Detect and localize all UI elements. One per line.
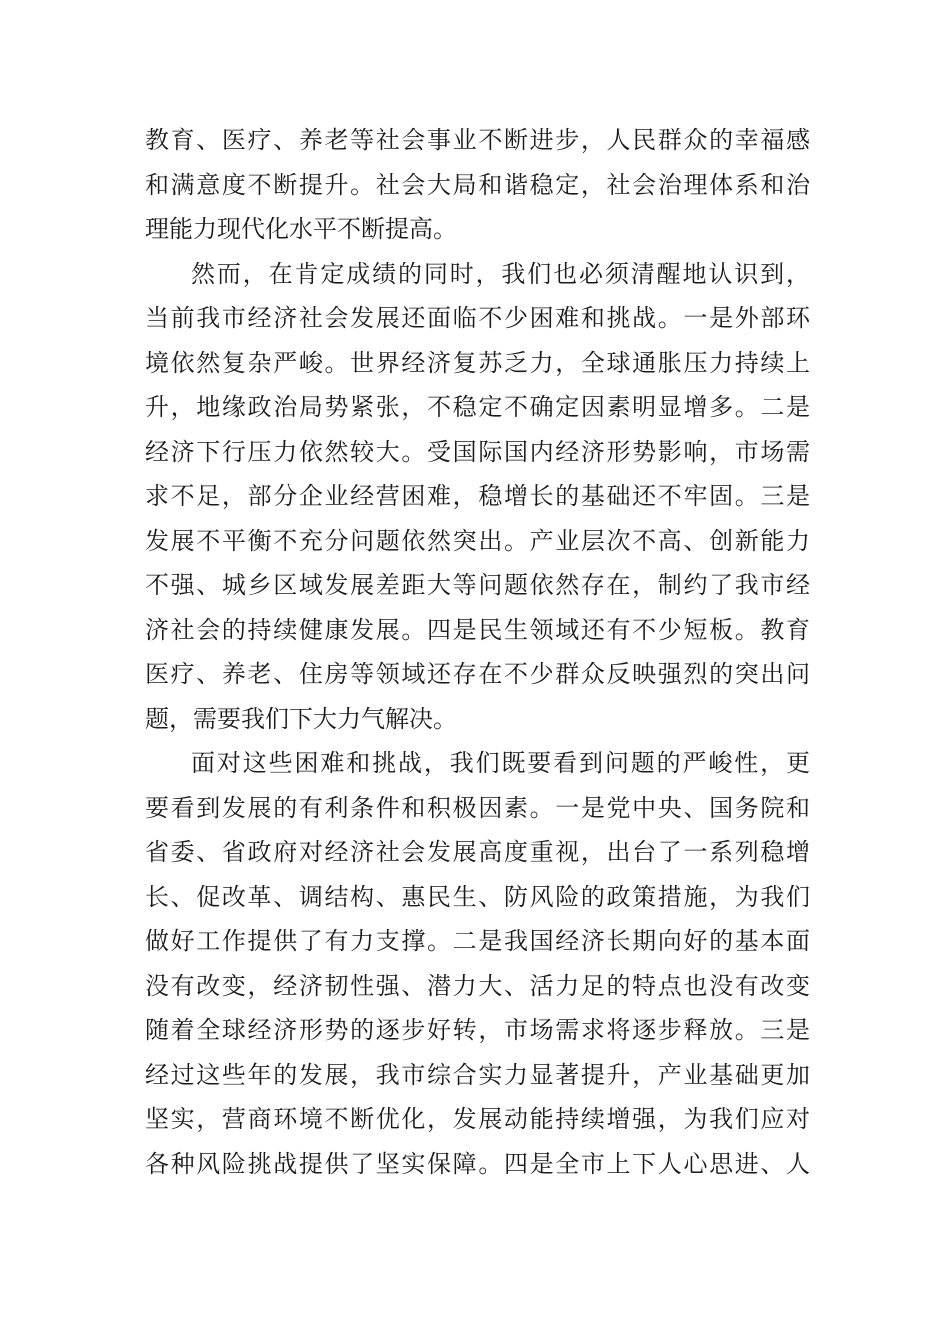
text-line: 发展不平衡不充分问题依然突出。产业层次不高、创新能力 [145,526,810,555]
text-line: 坚实，营商环境不断优化，发展动能持续增强，为我们应对 [145,1105,810,1133]
text-line: 理能力现代化水平不断提高。 [145,215,457,243]
paragraph-2 [145,252,810,742]
text-line: 经过这些年的发展，我市综合实力显著提升，产业基础更加 [145,1060,810,1089]
text-line: 题，需要我们下大力气解决。 [145,704,457,733]
paragraph-1 [145,118,810,252]
text-line: 医疗、养老、住房等领域还存在不少群众反映强烈的突出问 [145,660,810,688]
text-line: 济社会的持续健康发展。四是民生领域还有不少短板。教育 [145,615,810,644]
text-line: 然而，在肯定成绩的同时，我们也必须清醒地认识到， [191,259,810,288]
text-line: 各种风险挑战提供了坚实保障。四是全市上下人心思进、人 [145,1149,810,1178]
text-line: 经济下行压力依然较大。受国际国内经济形势影响，市场需 [145,437,810,466]
text-line: 没有改变，经济韧性强、潜力大、活力足的特点也没有改变 [145,971,810,1000]
text-line: 随着全球经济形势的逐步好转，市场需求将逐步释放。三是 [145,1016,810,1044]
text-line: 当前我市经济社会发展还面临不少困难和挑战。一是外部环 [145,304,810,332]
paragraph-3 [145,741,810,1186]
text-line: 和满意度不断提升。社会大局和谐稳定，社会治理体系和治 [145,170,810,199]
text-line: 做好工作提供了有力支撑。二是我国经济长期向好的基本面 [145,927,810,955]
text-line: 教育、医疗、养老等社会事业不断进步，人民群众的幸福感 [145,126,810,154]
body-text [145,118,810,1186]
text-line: 要看到发展的有利条件和积极因素。一是党中央、国务院和 [145,793,810,822]
text-line: 面对这些困难和挑战，我们既要看到问题的严峻性，更 [191,749,810,777]
text-line: 长、促改革、调结构、惠民生、防风险的政策措施，为我们 [145,882,810,911]
text-line: 省委、省政府对经济社会发展高度重视，出台了一系列稳增 [145,838,810,866]
text-line: 升，地缘政治局势紧张，不稳定不确定因素明显增多。二是 [145,393,810,421]
text-line: 境依然复杂严峻。世界经济复苏乏力，全球通胀压力持续上 [145,348,810,377]
text-line: 求不足，部分企业经营困难，稳增长的基础还不牢固。三是 [145,482,810,510]
text-line: 不强、城乡区域发展差距大等问题依然存在，制约了我市经 [145,571,810,599]
